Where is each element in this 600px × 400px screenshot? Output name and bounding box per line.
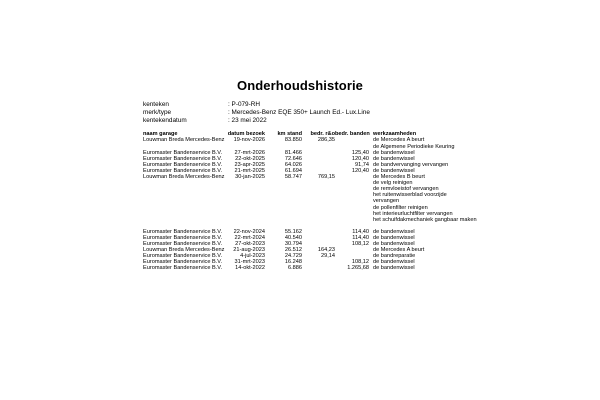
cell-work: de bandenwissel [373, 234, 415, 241]
page-title: Onderhoudshistorie [236, 78, 364, 93]
cell-work: de Mercedes A beurt [373, 137, 425, 144]
cell-banden: 114,40 [352, 234, 369, 241]
cell-work: het schuifdakmechaniek gangbaar maken [373, 216, 477, 223]
cell-km: 40.540 [284, 234, 302, 241]
cell-km: 72.646 [284, 155, 302, 162]
cell-km: 24.729 [284, 253, 302, 260]
cell-ro: 769,15 [317, 174, 335, 181]
cell-km: 6.886 [288, 265, 302, 272]
cell-banden: 108,12 [351, 241, 369, 248]
vehicle-info-label: merk/type [143, 109, 172, 116]
cell-date: 22-okt-2025 [235, 155, 265, 162]
cell-garage: Euromaster Bandenservice B.V. [143, 161, 223, 168]
cell-km: 61.694 [284, 167, 302, 174]
cell-work: de bandreparatie [373, 253, 416, 260]
column-header-work: werkzaamheden [373, 131, 417, 137]
vehicle-info-label: kentekendatum [143, 117, 187, 124]
cell-date: 30-jan-2025 [235, 174, 265, 181]
cell-date: 21-mrt-2025 [234, 167, 265, 174]
cell-km: 55.162 [284, 228, 302, 235]
cell-work: de Algemene Periodieke Keuring [373, 143, 455, 150]
cell-garage: Louwman Breda Mercedes-Benz [143, 174, 225, 181]
cell-work: de bandenwissel [373, 259, 415, 266]
cell-km: 64.026 [284, 161, 302, 168]
cell-date: 22-mrt-2024 [234, 234, 265, 241]
cell-date: 4-jul-2023 [240, 253, 265, 260]
cell-ro: 29,14 [321, 253, 335, 260]
cell-km: 26.512 [284, 247, 302, 254]
column-header-garage: naam garage [143, 131, 178, 137]
cell-work: de bandenwissel [373, 241, 415, 248]
cell-ro: 286,35 [317, 137, 335, 144]
vehicle-info-label: kenteken [143, 101, 169, 108]
cell-ro: 164,23 [317, 247, 335, 254]
cell-garage: Louwman Breda Mercedes-Benz [143, 247, 225, 254]
cell-banden: 1.265,68 [347, 265, 369, 272]
cell-date: 21-aug-2023 [233, 247, 265, 254]
cell-garage: Euromaster Bandenservice B.V. [143, 155, 223, 162]
cell-km: 16.248 [284, 259, 302, 266]
cell-garage: Euromaster Bandenservice B.V. [143, 167, 223, 174]
column-header-km: km stand [277, 131, 302, 137]
vehicle-info-value: : 23 mei 2022 [228, 117, 267, 124]
cell-garage: Louwman Breda Mercedes-Benz [143, 137, 225, 144]
cell-garage: Euromaster Bandenservice B.V. [143, 234, 223, 241]
cell-work: de bandenwissel [373, 155, 415, 162]
cell-km: 81.466 [284, 149, 302, 156]
cell-garage: Euromaster Bandenservice B.V. [143, 149, 223, 156]
table-row [143, 265, 483, 271]
cell-work: de bandenwissel [373, 149, 415, 156]
cell-work: de pollenfilter reinigen [373, 204, 428, 211]
maintenance-history-table [143, 131, 483, 272]
cell-km: 83.850 [284, 137, 302, 144]
vehicle-info-value: : Mercedes-Benz EQE 350+ Launch Ed.- Lux.Line [228, 109, 370, 116]
cell-date: 23-apr-2025 [234, 161, 265, 168]
cell-banden: 114,40 [352, 228, 369, 235]
cell-ro [302, 265, 335, 271]
vehicle-info-row [143, 101, 370, 109]
cell-garage: Euromaster Bandenservice B.V. [143, 259, 223, 266]
cell-work: het ruitenwisserblad voorzijde [373, 192, 447, 199]
cell-work: de bandvervanging vervangen [373, 161, 449, 168]
cell-banden: 120,40 [351, 167, 369, 174]
cell-garage: Euromaster Bandenservice B.V. [143, 265, 223, 272]
cell-garage: Euromaster Bandenservice B.V. [143, 228, 223, 235]
cell-work: de Mercedes B beurt [373, 174, 425, 181]
cell-km: 58.747 [284, 174, 302, 181]
vehicle-info-value: : P-079-RH [228, 101, 260, 108]
cell-date: 19-nov-2026 [233, 137, 265, 144]
table-header [143, 131, 483, 137]
cell-banden: 120,40 [351, 155, 369, 162]
cell-work: de bandenwissel [373, 167, 415, 174]
cell-km: 30.794 [284, 241, 302, 248]
cell-work: de velg reinigen [373, 180, 413, 187]
cell-banden: 108,12 [351, 259, 369, 266]
column-header-date: datum bezoek [227, 131, 265, 137]
cell-work: vervangen [373, 198, 400, 205]
cell-banden: 125,40 [351, 149, 369, 156]
column-header-ro: bedr. r&o [310, 131, 335, 137]
cell-work: het interieurluchtfilter vervangen [373, 210, 453, 217]
cell-date: 14-okt-2022 [235, 265, 265, 272]
cell-date: 27-mrt-2026 [234, 149, 265, 156]
vehicle-info-row [143, 109, 370, 117]
cell-date: 22-nov-2024 [233, 228, 265, 235]
cell-date: 27-okt-2023 [235, 241, 265, 248]
cell-date: 31-mrt-2023 [234, 259, 265, 266]
vehicle-info [143, 101, 370, 125]
column-header-banden: bedr. banden [335, 131, 370, 137]
cell-garage: Euromaster Bandenservice B.V. [143, 253, 223, 260]
cell-work: de bandenwissel [373, 265, 415, 272]
cell-work: de bandenwissel [373, 228, 415, 235]
cell-work: de remvloeistof vervangen [373, 186, 439, 193]
cell-garage: Euromaster Bandenservice B.V. [143, 241, 223, 248]
cell-banden: 91,74 [355, 161, 369, 168]
vehicle-info-row [143, 117, 370, 125]
cell-work: de Mercedes A beurt [373, 247, 425, 254]
